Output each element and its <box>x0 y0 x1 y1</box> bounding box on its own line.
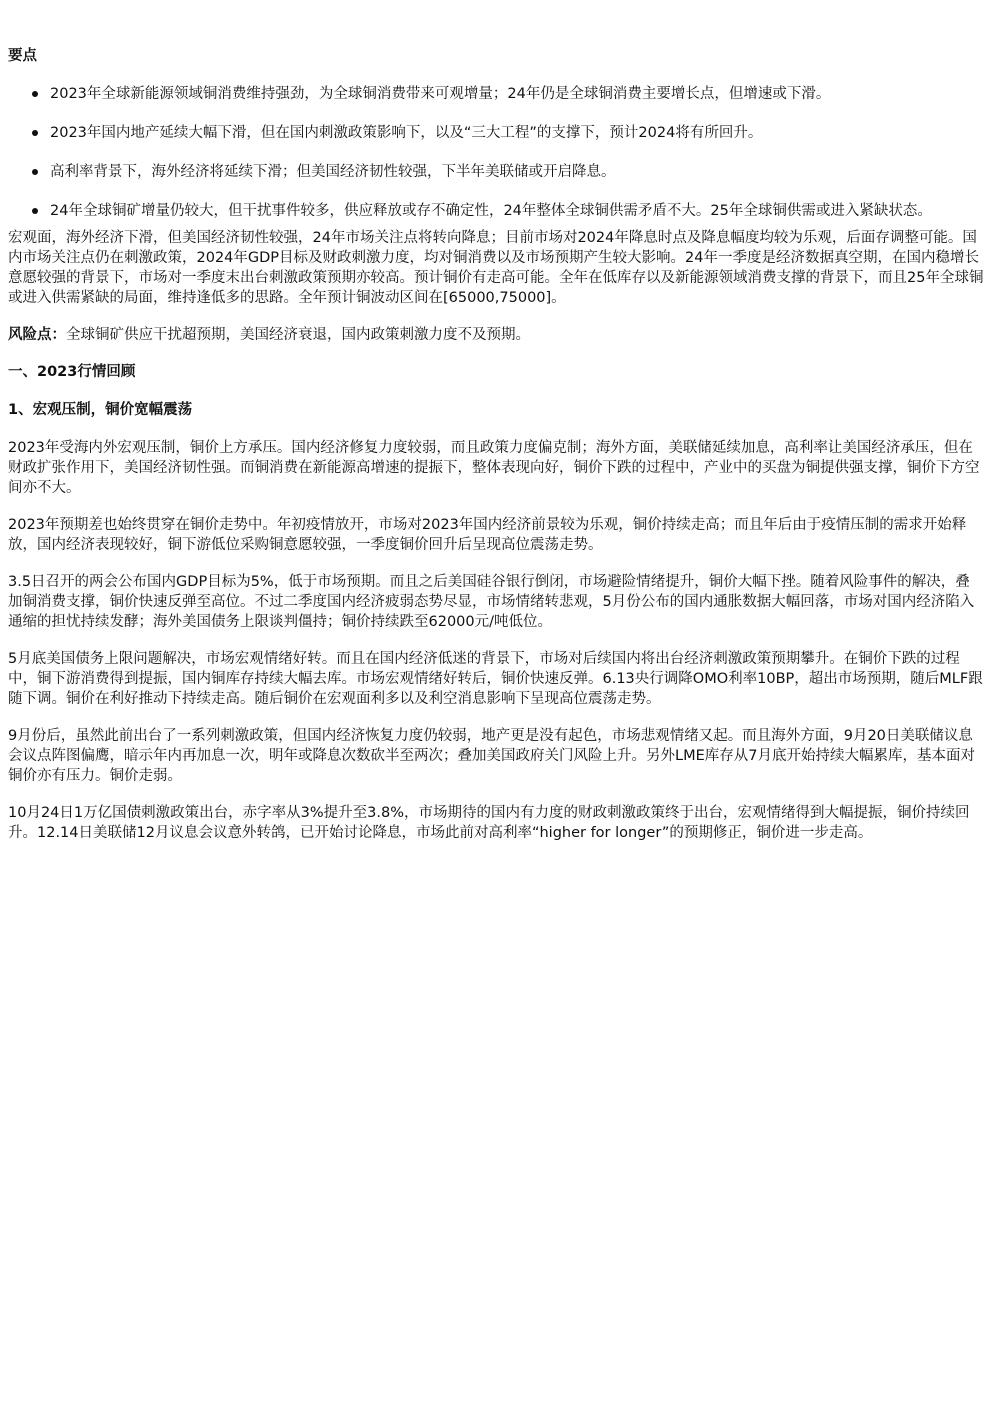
body-paragraph: 2023年受海内外宏观压制，铜价上方承压。国内经济修复力度较弱，而且政策力度偏克制；海外方面，美联储延续加息，高利率让美国经济承压，但在财政扩张作用下，美国经济韧性强。而铜消费在新能源高增速的提振下，整体表现向好，铜价下跌的过程中，产业中的买盘为铜提供强支撑，铜价下方空间亦不大。 <box>8 440 980 496</box>
body-paragraph: 5月底美国债务上限问题解决，市场宏观情绪好转。而且在国内经济低迷的背景下，市场对后续国内将出台经济刺激政策预期攀升。在铜价下跌的过程中，铜下游消费得到提振，国内铜库存持续大幅去库。市场宏观情绪好转后，铜价快速反弹。6.13央行调降OMO利率10BP，超出市场预期，随后MLF跟随下调。铜价在利好推动下持续走高。随后铜价在宏观面利多以及利空消息影响下呈现高位震荡走势。 <box>8 651 983 707</box>
key-points-heading: 要点 <box>8 48 37 64</box>
key-point-item: 2023年全球新能源领域铜消费维持强劲，为全球铜消费带来可观增量；24年仍是全球铜消费主要增长点，但增速或下滑。 <box>8 84 984 104</box>
body-paragraph: 2023年预期差也始终贯穿在铜价走势中。年初疫情放开，市场对2023年国内经济前景较为乐观，铜价持续走高；而且年后由于疫情压制的需求开始释放，国内经济表现较好，铜下游低位采购铜意愿较强，一季度铜价回升后呈现高位震荡走势。 <box>8 517 967 553</box>
risk-label: 风险点： <box>8 327 66 343</box>
body-paragraph: 10月24日1万亿国债刺激政策出台，赤字率从3%提升至3.8%，市场期待的国内有力度的财政刺激政策终于出台，宏观情绪得到大幅提振，铜价持续回升。12.14日美联储12月议息会议意外转鸽，已开始讨论降息，市场此前对高利率“higher for longer”的预期修正，铜价进一步走高。 <box>8 805 970 841</box>
subsection-title: 1、宏观压制，铜价宽幅震荡 <box>8 402 193 418</box>
body-paragraph: 3.5日召开的两会公布国内GDP目标为5%，低于市场预期。而且之后美国硅谷银行倒闭，市场避险情绪提升，铜价大幅下挫。随着风险事件的解决，叠加铜消费支撑，铜价快速反弹至高位。不过二季度国内经济疲弱态势尽显，市场情绪转悲观，5月份公布的国内通胀数据大幅回落，市场对国内经济陷入通缩的担忧持续发酵；海外美国债务上限谈判僵持；铜价持续跌至62000元/吨低位。 <box>8 574 975 630</box>
risk-paragraph <box>8 325 984 345</box>
summary-paragraph: 宏观面，海外经济下滑，但美国经济韧性较强，24年市场关注点将转向降息；目前市场对2024年降息时点及降息幅度均较为乐观，后面存调整可能。国内市场关注点仍在刺激政策，2024年GDP目标及财政刺激力度，均对铜消费以及市场预期产生较大影响。24年一季度是经济数据真空期，在国内稳增长意愿较强的背景下，市场对一季度末出台刺激政策预期亦较高。预计铜价有走高可能。全年在低库存以及新能源领域消费支撑的背景下，而且25年全球铜或进入供需紧缺的局面，维持逢低多的思路。全年预计铜波动区间在[65000,75000]。 <box>8 230 984 306</box>
key-point-item: 24年全球铜矿增量仍较大，但干扰事件较多，供应释放或存不确定性，24年整体全球铜供需矛盾不大。25年全球铜供需或进入紧缺状态。 <box>8 201 984 221</box>
risk-text: 全球铜矿供应干扰超预期，美国经济衰退，国内政策刺激力度不及预期。 <box>66 327 530 343</box>
key-points-list <box>8 84 984 221</box>
key-point-item: 2023年国内地产延续大幅下滑，但在国内刺激政策影响下，以及“三大工程”的支撑下，预计2024将有所回升。 <box>8 123 984 143</box>
section-title: 一、2023行情回顾 <box>8 364 136 380</box>
key-point-item: 高利率背景下，海外经济将延续下滑；但美国经济韧性较强，下半年美联储或开启降息。 <box>8 162 984 182</box>
body-paragraph: 9月份后，虽然此前出台了一系列刺激政策，但国内经济恢复力度仍较弱，地产更是没有起色，市场悲观情绪又起。而且海外方面，9月20日美联储议息会议点阵图偏鹰，暗示年内再加息一次，明年或降息次数砍半至两次；叠加美国政府关门风险上升。另外LME库存从7月底开始持续大幅累库，基本面对铜价亦有压力。铜价走弱。 <box>8 728 975 784</box>
